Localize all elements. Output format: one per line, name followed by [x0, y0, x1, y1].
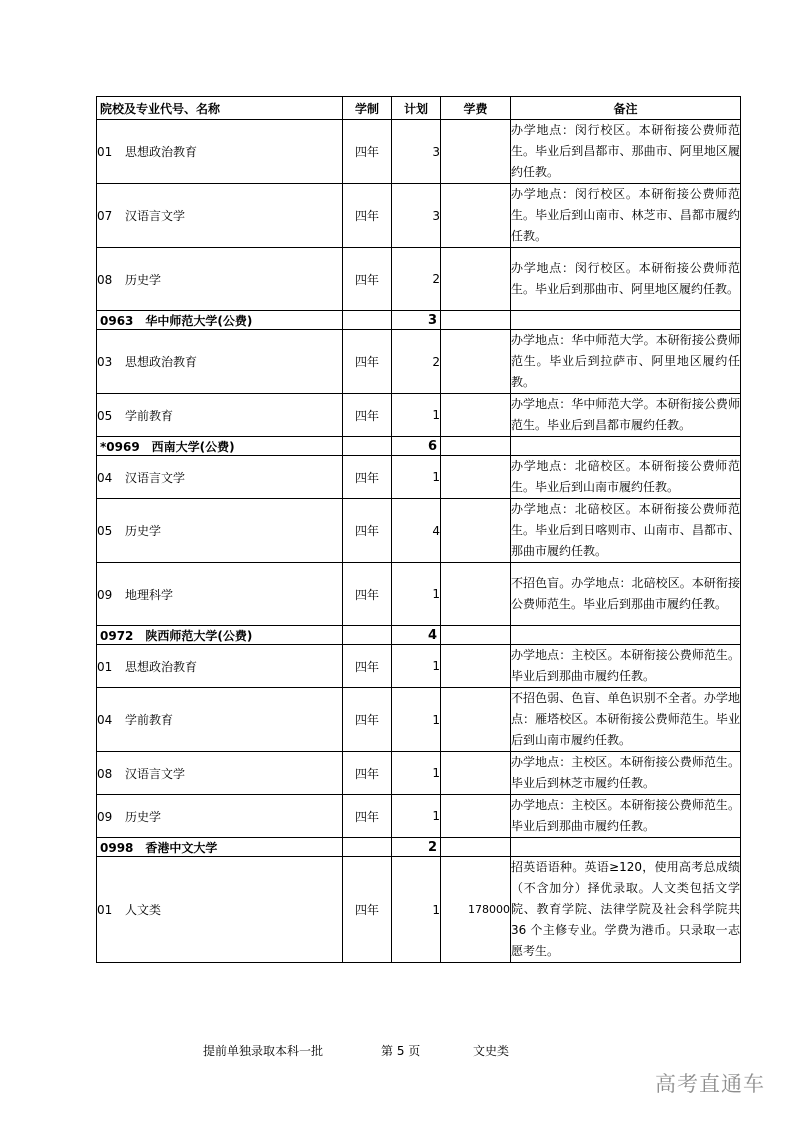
major-name-cell — [97, 330, 343, 394]
school-length — [343, 626, 392, 645]
major-length: 四年 — [343, 688, 392, 752]
school-row — [97, 437, 741, 456]
footer-batch: 提前单独录取本科一批 — [203, 1044, 324, 1058]
header-note: 备注 — [511, 97, 741, 120]
major-row — [97, 795, 741, 838]
school-plan: 4 — [392, 626, 441, 645]
major-fee — [441, 499, 511, 563]
major-row — [97, 120, 741, 184]
major-name-cell — [97, 857, 343, 963]
major-plan: 3 — [392, 184, 441, 248]
major-code: 01 — [97, 659, 113, 674]
major-code: 03 — [97, 355, 113, 369]
major-name-cell — [97, 795, 343, 838]
major-code: 01 — [97, 145, 113, 159]
major-length: 四年 — [343, 184, 392, 248]
header-length: 学制 — [343, 97, 392, 120]
major-fee — [441, 120, 511, 184]
major-length: 四年 — [343, 330, 392, 394]
header-plan: 计划 — [392, 97, 441, 120]
admission-table — [96, 96, 741, 963]
major-name-cell — [97, 752, 343, 795]
school-note — [511, 437, 741, 456]
major-name: 学前教育 — [125, 713, 174, 727]
major-plan: 1 — [392, 752, 441, 795]
school-name: 0998 香港中文大学 — [97, 838, 343, 857]
major-plan: 2 — [392, 248, 441, 311]
major-plan: 4 — [392, 499, 441, 563]
major-code: 09 — [97, 587, 113, 602]
major-fee — [441, 645, 511, 688]
major-note: 办学地点：北碚校区。本研衔接公费师范生。毕业后到日喀则市、山南市、昌都市、那曲市履约任教。 — [511, 499, 741, 563]
major-fee — [441, 330, 511, 394]
footer-category: 文史类 — [473, 1044, 510, 1058]
major-note: 办学地点：华中师范大学。本研衔接公费师范生。毕业后到拉萨市、阿里地区履约任教。 — [511, 330, 741, 394]
major-row — [97, 184, 741, 248]
watermark-logo: 高考直通车 — [655, 1072, 765, 1096]
school-name: *0969 西南大学(公费) — [97, 437, 343, 456]
major-name-cell — [97, 645, 343, 688]
major-code: 05 — [97, 408, 113, 423]
major-name-cell — [97, 688, 343, 752]
major-name-cell — [97, 248, 343, 311]
table-header-row — [97, 97, 741, 120]
major-length: 四年 — [343, 752, 392, 795]
school-length — [343, 311, 392, 330]
header-name: 院校及专业代号、名称 — [97, 97, 343, 120]
major-note: 办学地点：华中师范大学。本研衔接公费师范生。毕业后到昌都市履约任教。 — [511, 394, 741, 437]
major-name: 汉语言文学 — [125, 470, 186, 485]
header-fee: 学费 — [441, 97, 511, 120]
school-name: 0963 华中师范大学(公费) — [97, 311, 343, 330]
major-name-cell — [97, 456, 343, 499]
major-length: 四年 — [343, 795, 392, 838]
school-length — [343, 838, 392, 857]
major-length: 四年 — [343, 563, 392, 626]
major-note: 招英语语种。英语≥120，使用高考总成绩（不含加分）择优录取。人文类包括文学院、教育学院、法律学院及社会科学院共 36 个主修专业。学费为港币。只录取一志愿考生。 — [511, 857, 741, 963]
school-row — [97, 626, 741, 645]
major-note: 办学地点：闵行校区。本研衔接公费师范生。毕业后到昌都市、那曲市、阿里地区履约任教。 — [511, 120, 741, 184]
school-plan: 2 — [392, 838, 441, 857]
major-length: 四年 — [343, 645, 392, 688]
major-note: 办学地点：主校区。本研衔接公费师范生。毕业后到那曲市履约任教。 — [511, 795, 741, 838]
major-plan: 1 — [392, 857, 441, 963]
major-name-cell — [97, 120, 343, 184]
major-plan: 1 — [392, 563, 441, 626]
major-name-cell — [97, 394, 343, 437]
school-plan: 6 — [392, 437, 441, 456]
major-fee — [441, 456, 511, 499]
major-fee — [441, 563, 511, 626]
major-note: 不招色盲。办学地点：北碚校区。本研衔接公费师范生。毕业后到那曲市履约任教。 — [511, 563, 741, 626]
major-row — [97, 394, 741, 437]
major-name-cell — [97, 184, 343, 248]
major-note: 办学地点：主校区。本研衔接公费师范生。毕业后到那曲市履约任教。 — [511, 645, 741, 688]
major-fee — [441, 184, 511, 248]
major-code: 04 — [97, 470, 113, 485]
major-row — [97, 857, 741, 963]
major-code: 07 — [97, 209, 113, 223]
table-body — [97, 120, 741, 963]
major-name: 历史学 — [125, 809, 162, 824]
major-length: 四年 — [343, 120, 392, 184]
school-plan: 3 — [392, 311, 441, 330]
major-row — [97, 563, 741, 626]
major-fee — [441, 248, 511, 311]
school-length — [343, 437, 392, 456]
major-note: 办学地点：闵行校区。本研衔接公费师范生。毕业后到那曲市、阿里地区履约任教。 — [511, 248, 741, 311]
major-name-cell — [97, 499, 343, 563]
major-name: 思想政治教育 — [125, 659, 198, 674]
major-plan: 1 — [392, 688, 441, 752]
major-plan: 1 — [392, 456, 441, 499]
school-row — [97, 311, 741, 330]
major-name-cell — [97, 563, 343, 626]
major-plan: 2 — [392, 330, 441, 394]
school-fee — [441, 626, 511, 645]
school-fee — [441, 437, 511, 456]
major-note: 办学地点：北碚校区。本研衔接公费师范生。毕业后到山南市履约任教。 — [511, 456, 741, 499]
school-note — [511, 311, 741, 330]
school-note — [511, 838, 741, 857]
school-fee — [441, 311, 511, 330]
major-plan: 1 — [392, 394, 441, 437]
school-name: 0972 陕西师范大学(公费) — [97, 626, 343, 645]
major-name: 学前教育 — [125, 408, 174, 423]
school-row — [97, 838, 741, 857]
major-fee — [441, 752, 511, 795]
school-note — [511, 626, 741, 645]
major-length: 四年 — [343, 499, 392, 563]
major-row — [97, 752, 741, 795]
major-fee — [441, 394, 511, 437]
major-code: 04 — [97, 713, 113, 727]
major-plan: 1 — [392, 645, 441, 688]
major-fee — [441, 795, 511, 838]
school-fee — [441, 838, 511, 857]
major-name: 思想政治教育 — [125, 355, 198, 369]
major-name: 汉语言文学 — [125, 766, 186, 781]
major-length: 四年 — [343, 456, 392, 499]
major-code: 05 — [97, 524, 113, 538]
major-fee — [441, 688, 511, 752]
major-name: 地理科学 — [125, 587, 174, 602]
major-name: 汉语言文学 — [125, 209, 186, 223]
footer-page-number: 第 5 页 — [381, 1044, 421, 1058]
major-note: 办学地点：闵行校区。本研衔接公费师范生。毕业后到山南市、林芝市、昌都市履约任教。 — [511, 184, 741, 248]
major-plan: 1 — [392, 795, 441, 838]
major-length: 四年 — [343, 394, 392, 437]
major-note: 不招色弱、色盲、单色识别不全者。办学地点：雁塔校区。本研衔接公费师范生。毕业后到山南市履约任教。 — [511, 688, 741, 752]
major-row — [97, 456, 741, 499]
major-code: 09 — [97, 809, 113, 824]
major-code: 08 — [97, 272, 113, 287]
major-code: 08 — [97, 766, 113, 781]
major-row — [97, 248, 741, 311]
major-row — [97, 688, 741, 752]
major-name: 人文类 — [125, 903, 162, 917]
major-name: 历史学 — [125, 524, 162, 538]
major-row — [97, 645, 741, 688]
major-code: 01 — [97, 903, 113, 917]
major-row — [97, 499, 741, 563]
major-name: 思想政治教育 — [125, 145, 198, 159]
major-length: 四年 — [343, 857, 392, 963]
major-note: 办学地点：主校区。本研衔接公费师范生。毕业后到林芝市履约任教。 — [511, 752, 741, 795]
major-fee: 178000 — [441, 857, 511, 963]
major-row — [97, 330, 741, 394]
major-plan: 3 — [392, 120, 441, 184]
major-length: 四年 — [343, 248, 392, 311]
major-name: 历史学 — [125, 272, 162, 287]
